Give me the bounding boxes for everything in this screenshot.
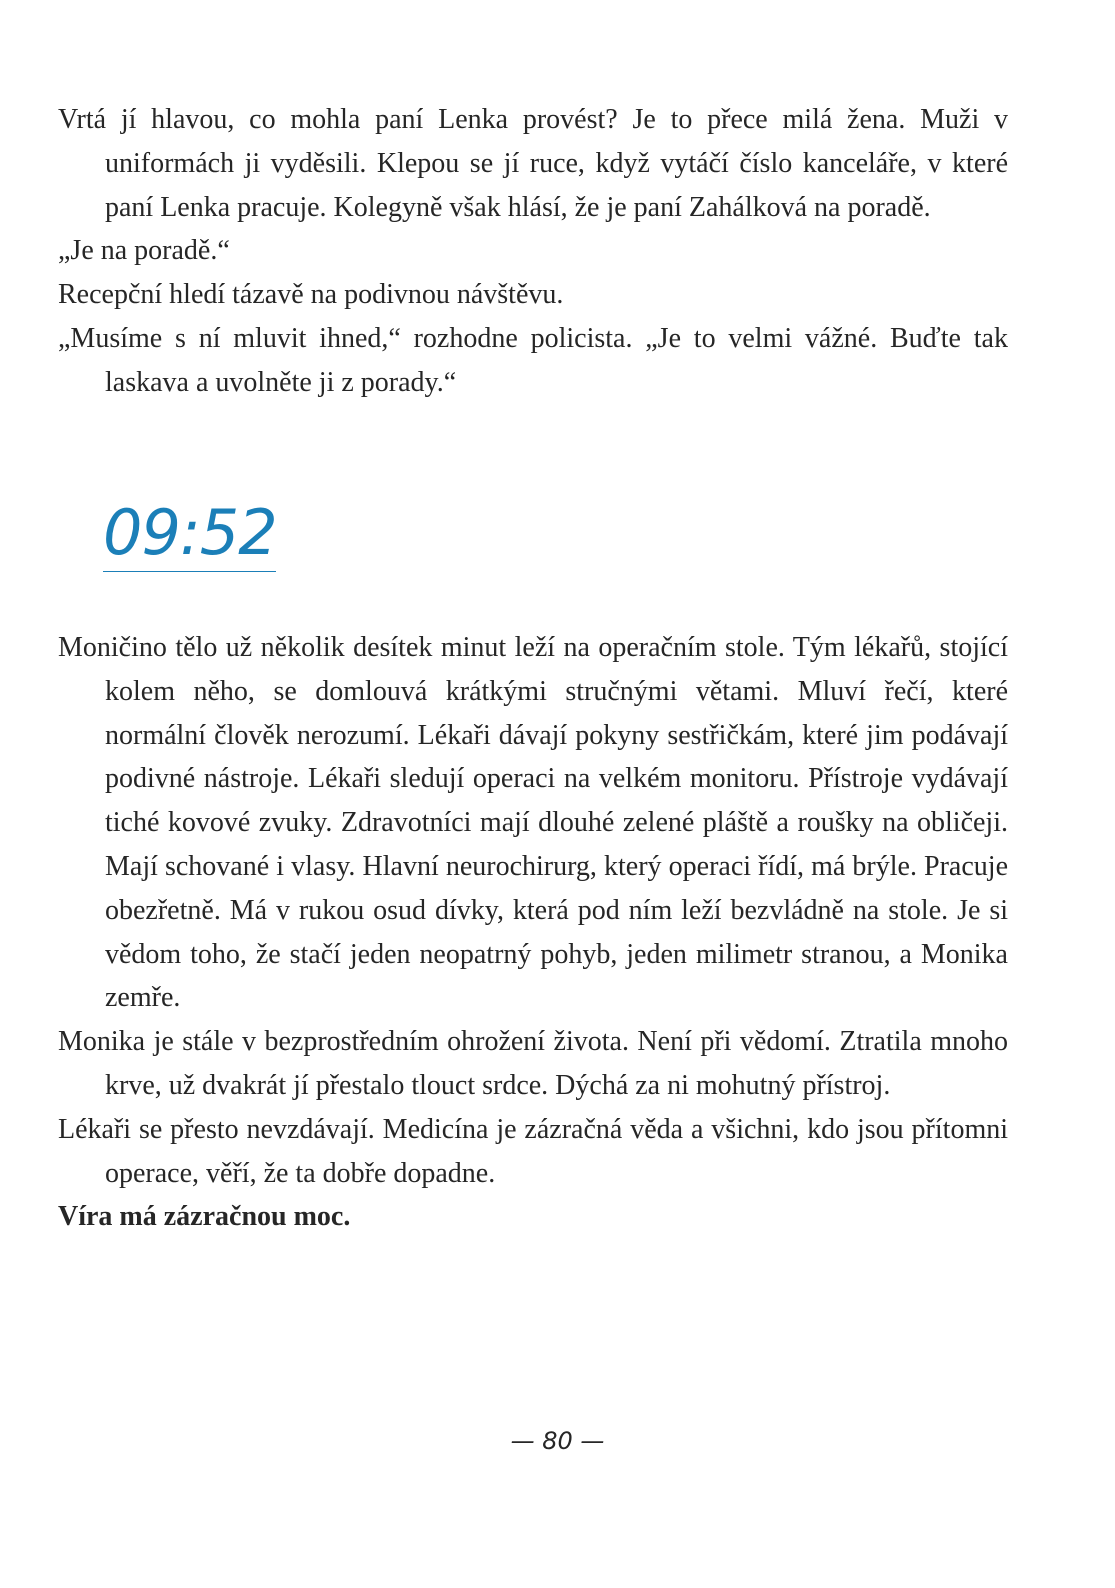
paragraph: Recepční hledí tázavě na podivnou návštěvu. [58,279,564,311]
page-number: — 80 — [510,1427,605,1455]
paragraph: Lékaři se přesto nevzdávají. Medicína je zázračná věda a všichni, kdo jsou přítomni operace, věří, že ta dobře dopadne. [58,1113,1008,1189]
paragraph: „Je na poradě.“ [58,235,230,267]
paragraph: Moničino tělo už několik desítek minut leží na operačním stole. Tým lékařů, stojící kolem něho, se domlouvá krátkými stručnými větami. Mluví řečí, které normální člověk nerozumí. Lékaři dávají pokyny sestřičkám, které jim podávají podivné nástroje. Lékaři sledují operaci na velkém monitoru. Přístroje vydávají tiché kovové zvuky. Zdravotníci mají dlouhé zelené pláště a roušky na obličeji. Mají schované i vlasy. Hlavní neurochirurg, který operaci řídí, má brýle. Pracuje obezřetně. Má v rukou osud dívky, která pod ním leží bezvládně na stole. Je si vědom toho, že stačí jeden neopatrný pohyb, jeden milimetr stranou, a Monika zemře. [58,632,1008,1014]
text-block-top [58,98,1008,405]
closing-line: Víra má zázračnou moc. [58,1201,351,1233]
time-heading: 09:52 [103,496,277,569]
paragraph: Vrtá jí hlavou, co mohla paní Lenka provést? Je to přece milá žena. Muži v uniformách ji vyděsili. Klepou se jí ruce, když vytáčí číslo kanceláře, v které paní Lenka pracuje. Kolegyně však hlásí, že je paní Zahálková na poradě. [58,104,1008,223]
time-heading-underline [103,571,276,572]
text-block-bottom [58,626,1008,1239]
paragraph: Monika je stále v bezprostředním ohrožení života. Není při vědomí. Ztratila mnoho krve, už dvakrát jí přestalo tlouct srdce. Dýchá za ni mohutný přístroj. [58,1026,1008,1101]
paragraph: „Musíme s ní mluvit ihned,“ rozhodne policista. „Je to velmi vážné. Buďte tak laskava a uvolněte ji z porady.“ [58,322,1008,398]
